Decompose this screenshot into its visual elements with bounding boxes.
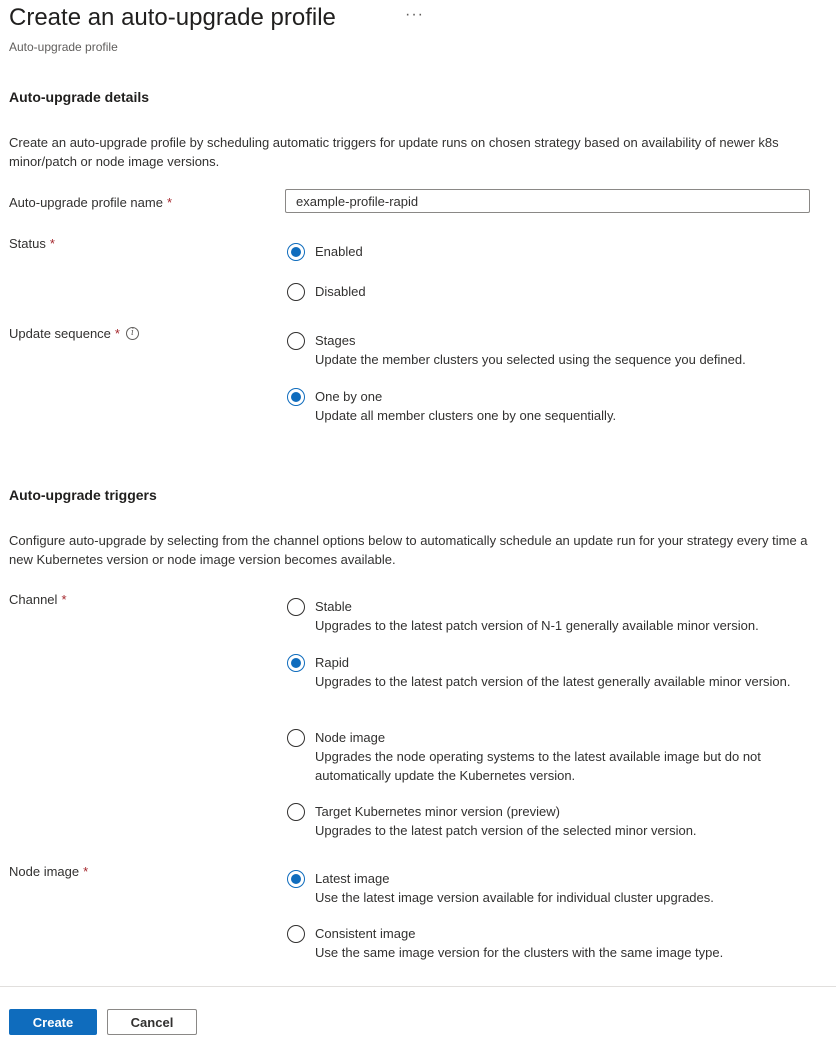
sequence-option-one-by-one[interactable]: One by one Update all member clusters one by one sequentially. (287, 388, 815, 425)
channel-option-rapid[interactable]: Rapid Upgrades to the latest patch version of the latest generally available minor version. (287, 654, 815, 691)
required-asterisk: * (61, 592, 67, 607)
radio-checked-icon[interactable] (287, 388, 305, 406)
radio-unchecked-icon[interactable] (287, 803, 305, 821)
radio-unchecked-icon[interactable] (287, 283, 305, 301)
radio-checked-icon[interactable] (287, 654, 305, 672)
channel-option-target-minor[interactable]: Target Kubernetes minor version (preview) Upgrades to the latest patch version of the selected minor version. (287, 803, 815, 840)
page-title: Create an auto-upgrade profile (9, 4, 336, 31)
radio-unchecked-icon[interactable] (287, 729, 305, 747)
required-asterisk: * (166, 195, 172, 210)
details-heading: Auto-upgrade details (9, 89, 150, 105)
triggers-heading: Auto-upgrade triggers (9, 487, 157, 503)
channel-option-stable[interactable]: Stable Upgrades to the latest patch version of N-1 generally available minor version. (287, 598, 815, 635)
more-options-icon[interactable]: ··· (405, 6, 424, 23)
required-asterisk: * (49, 236, 55, 251)
create-button[interactable]: Create (9, 1009, 97, 1035)
profile-name-label: Auto-upgrade profile name * (9, 195, 172, 210)
required-asterisk: * (114, 326, 120, 341)
update-sequence-label: Update sequence * i (9, 326, 139, 341)
footer-divider (0, 986, 836, 987)
status-option-disabled[interactable]: Disabled (287, 283, 366, 301)
triggers-description: Configure auto-upgrade by selecting from the channel options below to automatically schedule an update run for your strategy every time a new Kubernetes version or node image version becomes available. (9, 533, 808, 567)
details-description: Create an auto-upgrade profile by scheduling automatic triggers for update runs on chosen strategy based on availability of newer k8s minor/patch or node image versions. (9, 135, 779, 169)
page-subtitle: Auto-upgrade profile (9, 40, 118, 54)
radio-unchecked-icon[interactable] (287, 332, 305, 350)
profile-name-input[interactable] (285, 189, 810, 213)
node-image-label: Node image * (9, 864, 89, 879)
required-asterisk: * (83, 864, 89, 879)
channel-label: Channel * (9, 592, 67, 607)
info-icon[interactable]: i (126, 327, 139, 340)
cancel-button[interactable]: Cancel (107, 1009, 197, 1035)
radio-unchecked-icon[interactable] (287, 925, 305, 943)
radio-unchecked-icon[interactable] (287, 598, 305, 616)
sequence-option-stages[interactable]: Stages Update the member clusters you selected using the sequence you defined. (287, 332, 815, 369)
radio-checked-icon[interactable] (287, 243, 305, 261)
channel-option-node-image[interactable]: Node image Upgrades the node operating systems to the latest available image but do not automatically update the Kubernetes version. (287, 729, 815, 785)
node-image-option-consistent[interactable]: Consistent image Use the same image version for the clusters with the same image type. (287, 925, 815, 962)
node-image-option-latest[interactable]: Latest image Use the latest image version available for individual cluster upgrades. (287, 870, 815, 907)
status-label: Status * (9, 236, 55, 251)
radio-checked-icon[interactable] (287, 870, 305, 888)
status-option-enabled[interactable]: Enabled (287, 243, 363, 261)
